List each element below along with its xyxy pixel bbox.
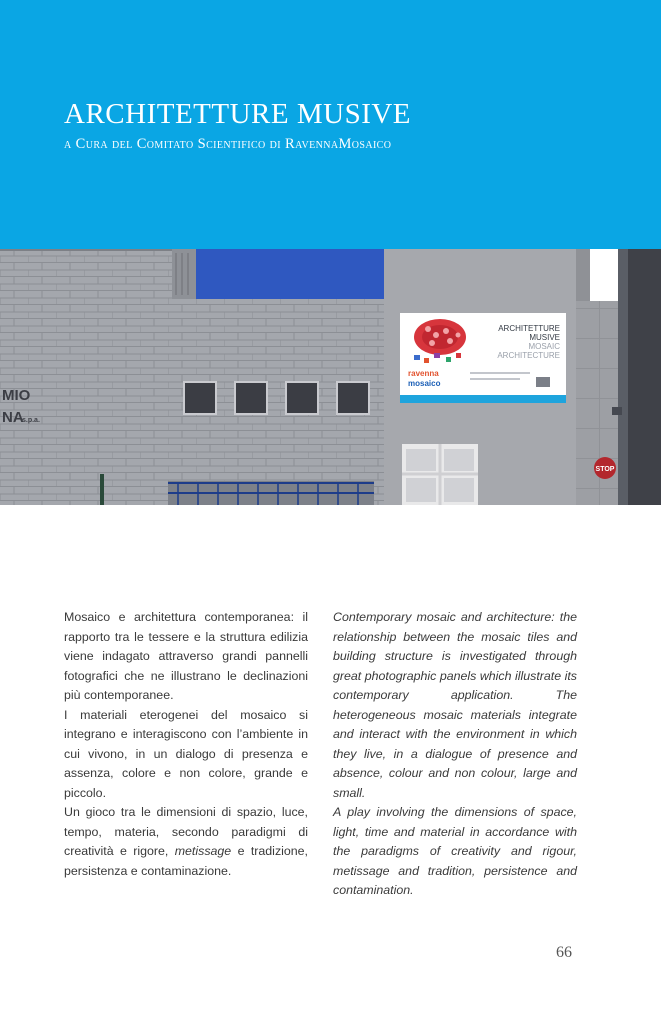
svg-text:ARCHITETTURE: ARCHITETTURE <box>498 324 560 333</box>
wall-lettering: NA <box>2 409 24 426</box>
window <box>235 382 267 414</box>
english-text-column <box>333 608 577 901</box>
italian-paragraph: Un gioco tra le dimensioni di spazio, luce, tempo, materia, secondo paradigmi di creatività e rigore, metissage e tradizione, persistenza e contaminazione. <box>64 805 309 878</box>
wall-lettering: s.p.a. <box>22 417 40 424</box>
svg-text:MOSAIC: MOSAIC <box>528 342 560 351</box>
english-paragraph: Contemporary mosaic and architecture: the relationship between the mosaic tiles and building structure is investigated through great photographic panels which illustrate its contemporary application. The heterogeneous mosaic materials integrate and interact with the environment in which they live, in a dialogue of presence and absence, colour and non colour, large and small. <box>333 610 577 800</box>
english-paragraph: A play involving the dimensions of space, light, time and material in accordance with the paradigms of creativity and rigour, metissage and tradition, persistence and contamination. <box>333 805 577 897</box>
window <box>286 382 318 414</box>
svg-text:MUSIVE: MUSIVE <box>529 333 560 342</box>
page-number: 66 <box>556 944 572 961</box>
page-subtitle: a Cura del Comitato Scientifico di RavennaMosaico <box>64 136 392 152</box>
banner-logo: ravenna <box>408 369 439 378</box>
left-brick-wall <box>0 249 190 505</box>
building-photo <box>0 249 661 505</box>
exhibition-banner <box>400 313 566 403</box>
header-band <box>0 0 661 249</box>
italian-paragraph: I materiali eterogenei del mosaico si integrano e interagiscono con l’ambiente in cui vivono, in un dialogo di presenza e assenza, colore e non colore, grande e piccolo. <box>64 707 308 800</box>
window <box>184 382 216 414</box>
page-title: ARCHITETTURE MUSIVE <box>64 98 412 130</box>
svg-text:ARCHITECTURE: ARCHITECTURE <box>497 351 560 360</box>
wall-lettering: MIO <box>2 387 31 404</box>
sky <box>180 249 390 301</box>
italian-paragraph: Mosaico e architettura contemporanea: il rapporto tra le tessere e la struttura edilizia viene indagato attraverso grandi pannelli fotografici che ne illustrano le declinazioni più contemporanee. <box>64 610 308 702</box>
window <box>337 382 369 414</box>
svg-text:STOP: STOP <box>595 466 615 473</box>
banner-logo: mosaico <box>408 379 441 388</box>
italian-text-column <box>64 608 308 881</box>
